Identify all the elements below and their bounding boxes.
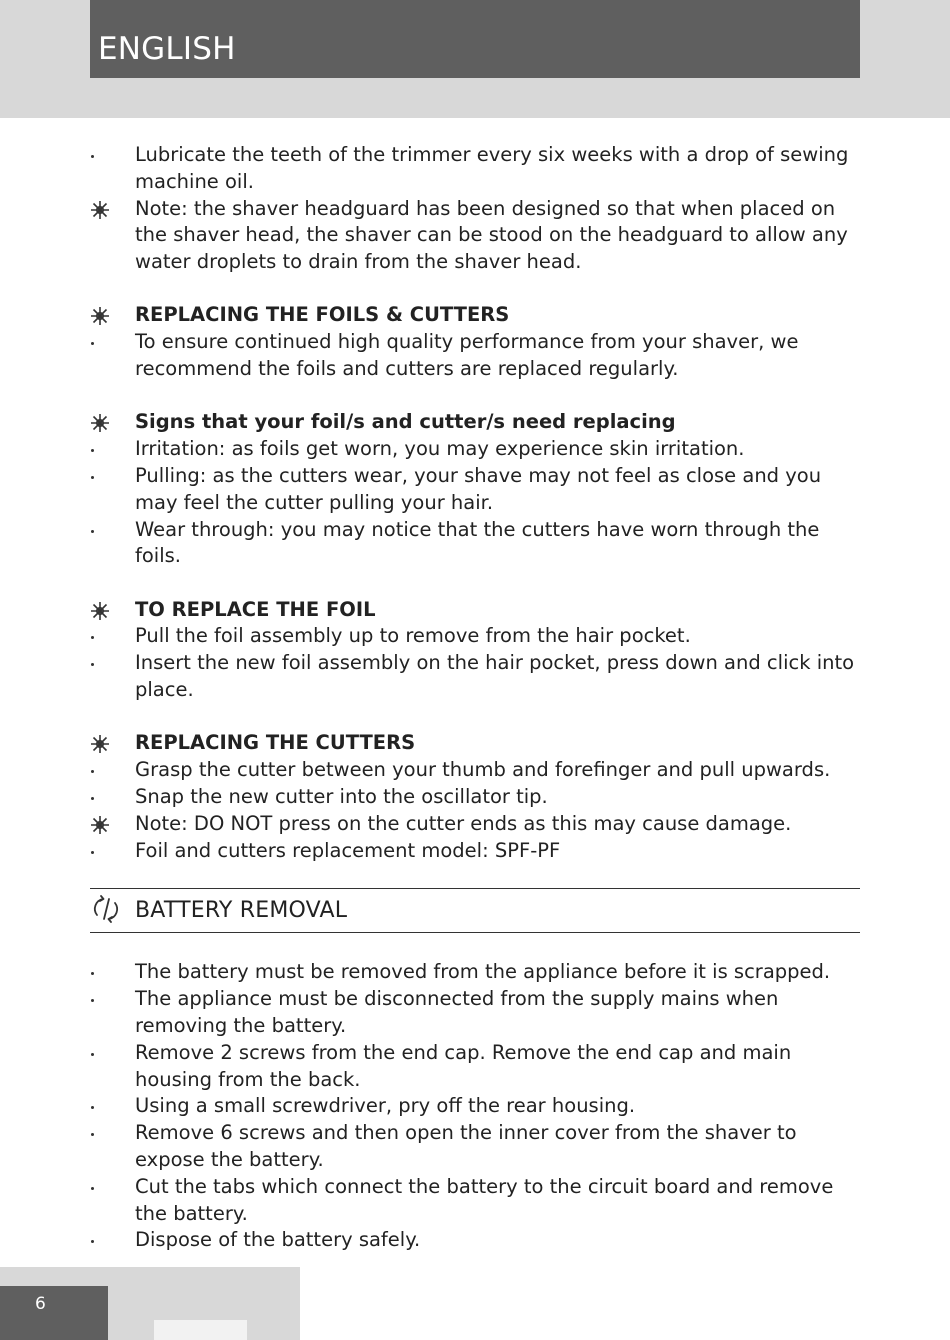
list-item: [90, 986, 860, 1040]
page-content: [90, 142, 860, 1254]
section-heading: [90, 730, 860, 757]
list-item: [90, 1120, 860, 1174]
section-title: TO REPLACE THE FOIL: [135, 597, 376, 621]
note-text: Note: DO NOT press on the cutter ends as this may cause damage.: [135, 811, 792, 835]
note-icon: [90, 196, 135, 223]
list-item-text: Dispose of the battery safely.: [135, 1228, 421, 1252]
list-item-text: Wear through: you may notice that the cutters have worn through the foils.: [135, 517, 820, 568]
note-text: Note: the shaver headguard has been designed so that when placed on the shaver head, the shaver can be stood on the headguard to allow any water droplets to drain from the shaver head.: [135, 196, 848, 274]
list-item: [90, 436, 860, 463]
list-item-text: Using a small screwdriver, pry off the rear housing.: [135, 1094, 636, 1118]
bullet-icon: [90, 757, 135, 784]
list-item: [90, 623, 860, 650]
bullet-icon: [90, 838, 135, 865]
bullet-icon: [90, 463, 135, 490]
list-item: [90, 757, 860, 784]
bullet-icon: [90, 623, 135, 650]
list-item-text: The appliance must be disconnected from the supply mains when removing the battery.: [135, 987, 779, 1037]
list-item: [90, 1227, 860, 1254]
note-item: [90, 196, 860, 276]
list-item: [90, 784, 860, 811]
list-item: [90, 142, 860, 196]
list-item: [90, 650, 860, 704]
list-item-text: The battery must be removed from the appliance before it is scrapped.: [135, 960, 831, 984]
bullet-icon: [90, 1093, 135, 1120]
section-title: REPLACING THE FOILS & CUTTERS: [135, 303, 510, 327]
list-item: [90, 517, 860, 571]
bullet-icon: [90, 986, 135, 1013]
list-item-text: Foil and cutters replacement model: SPF-PF: [135, 838, 561, 862]
bullet-icon: [90, 436, 135, 463]
list-item: [90, 1174, 860, 1228]
bullet-icon: [90, 1120, 135, 1147]
bullet-icon: [90, 517, 135, 544]
note-icon: [90, 597, 135, 624]
battery-section-heading: [90, 889, 860, 932]
section-title: Signs that your foil/s and cutter/s need replacing: [135, 410, 676, 434]
bullet-icon: [90, 650, 135, 677]
note-icon: [90, 302, 135, 329]
bullet-icon: [90, 142, 135, 169]
list-item: [90, 463, 860, 517]
language-tab: ENGLISH: [90, 0, 860, 78]
list-item-text: Insert the new foil assembly on the hair pocket, press down and click into place.: [135, 651, 855, 702]
bullet-icon: [90, 1174, 135, 1201]
list-item-text: Lubricate the teeth of the trimmer every six weeks with a drop of sewing machine oil.: [135, 143, 849, 193]
list-item-text: Cut the tabs which connect the battery to the circuit board and remove the battery.: [135, 1174, 834, 1225]
note-item: [90, 811, 860, 838]
section-heading: [90, 597, 860, 624]
list-item: [90, 1093, 860, 1120]
bullet-icon: [90, 959, 135, 986]
list-item: [90, 1040, 860, 1094]
page-number: 6: [35, 1294, 46, 1314]
page-number-box: [0, 1286, 108, 1340]
bullet-icon: [90, 784, 135, 811]
list-item: [90, 329, 860, 383]
list-item-text: Snap the new cutter into the oscillator tip.: [135, 784, 548, 808]
section-heading: [90, 302, 860, 329]
footer-decoration: [154, 1320, 247, 1340]
list-item-text: Remove 6 screws and then open the inner cover from the shaver to expose the battery.: [135, 1121, 797, 1171]
section-heading: [90, 409, 860, 436]
list-item-text: Pull the foil assembly up to remove from the hair pocket.: [135, 624, 691, 648]
bullet-icon: [90, 329, 135, 356]
note-icon: [90, 409, 135, 436]
list-item: [90, 838, 860, 865]
list-item-text: Pulling: as the cutters wear, your shave may not feel as close and you may feel the cutter pulling your hair.: [135, 463, 822, 514]
list-item: [90, 959, 860, 986]
list-item-text: Irritation: as foils get worn, you may experience skin irritation.: [135, 437, 745, 461]
bullet-icon: [90, 1040, 135, 1067]
section-title: REPLACING THE CUTTERS: [135, 731, 416, 755]
list-item-text: To ensure continued high quality performance from your shaver, we recommend the foils and cutters are replaced regularly.: [135, 330, 799, 381]
list-item-text: Grasp the cutter between your thumb and forefinger and pull upwards.: [135, 758, 831, 782]
list-item-text: Remove 2 screws from the end cap. Remove the end cap and main housing from the back.: [135, 1040, 792, 1091]
note-icon: [90, 811, 135, 838]
note-icon: [90, 730, 135, 757]
bullet-icon: [90, 1227, 135, 1254]
section-title: BATTERY REMOVAL: [135, 898, 348, 924]
recycle-icon: [90, 893, 135, 929]
